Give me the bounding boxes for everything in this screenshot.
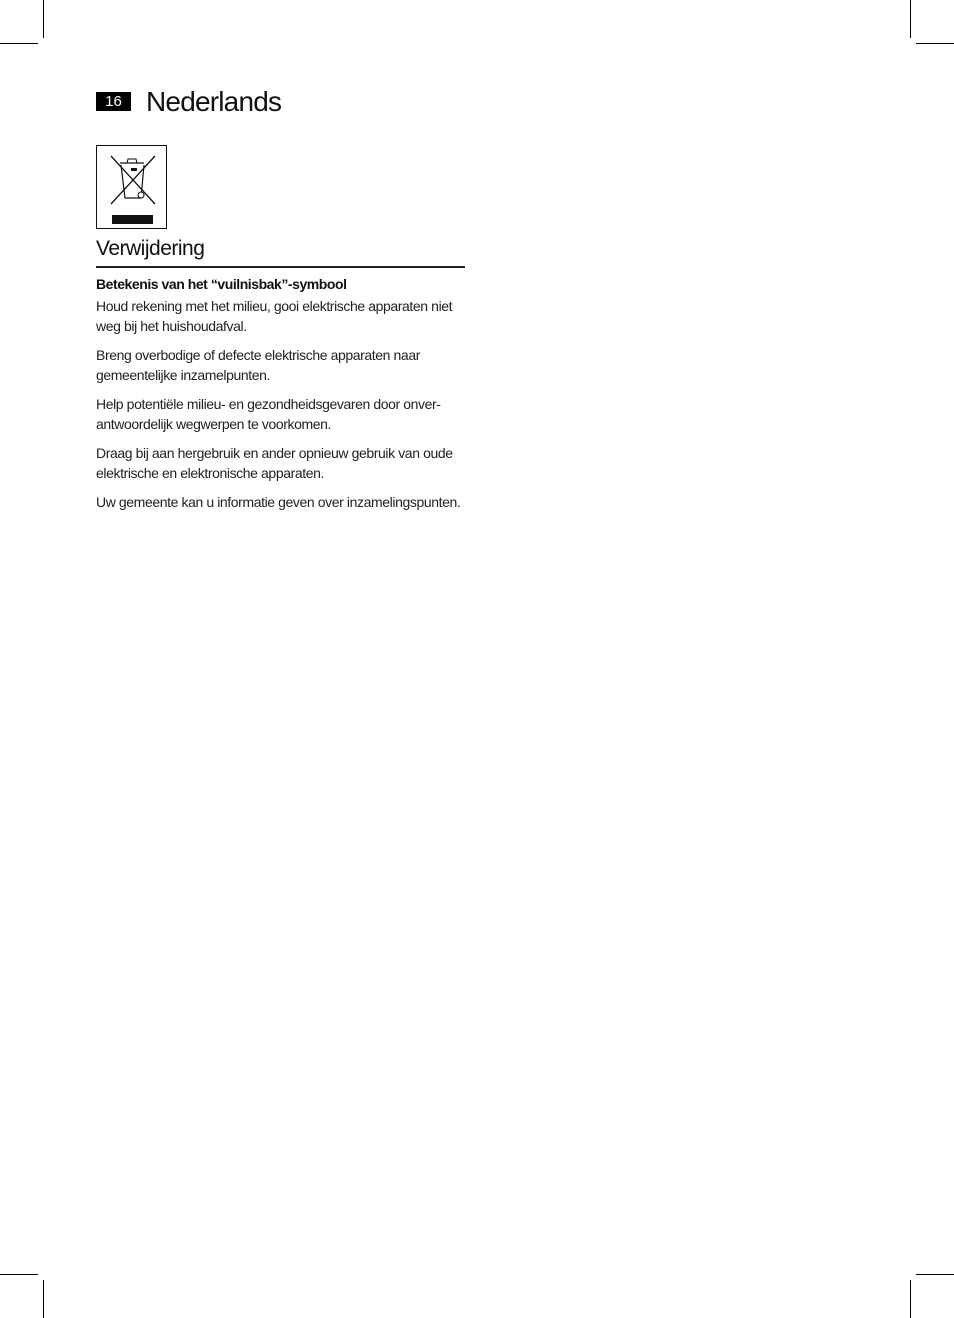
paragraph: Breng overbodige of defecte elektrische apparaten naar gemeentelijke inzamelpunten. bbox=[96, 347, 420, 383]
crop-mark bbox=[0, 43, 38, 44]
weee-symbol-box bbox=[96, 145, 167, 229]
page-title: Nederlands bbox=[146, 86, 282, 117]
section-divider bbox=[96, 266, 465, 268]
crop-mark bbox=[0, 1274, 38, 1275]
crop-mark bbox=[910, 0, 911, 38]
crop-mark bbox=[910, 1280, 911, 1318]
page-number: 16 bbox=[96, 92, 131, 111]
subheading: Betekenis van het “vuilnisbak”-symbool bbox=[96, 276, 347, 292]
crossed-out-wheelie-bin-icon bbox=[97, 146, 168, 230]
section-title: Verwijdering bbox=[96, 237, 205, 260]
crop-mark bbox=[916, 1274, 954, 1275]
crop-mark bbox=[43, 0, 44, 38]
paragraph: Houd rekening met het milieu, gooi elektrische apparaten niet weg bij het huishoudafval. bbox=[96, 298, 453, 334]
paragraph: Help potentiële milieu- en gezondheidsgevaren door onverantwoordelijk wegwerpen te voorkomen. bbox=[96, 396, 441, 432]
paragraph: Draag bij aan hergebruik en ander opnieuw gebruik van oude elektrische en elektronische apparaten. bbox=[96, 445, 453, 481]
crop-mark bbox=[916, 43, 954, 44]
paragraph: Uw gemeente kan u informatie geven over inzamelingspunten. bbox=[96, 494, 461, 510]
section-body bbox=[96, 274, 465, 521]
crop-mark bbox=[43, 1280, 44, 1318]
